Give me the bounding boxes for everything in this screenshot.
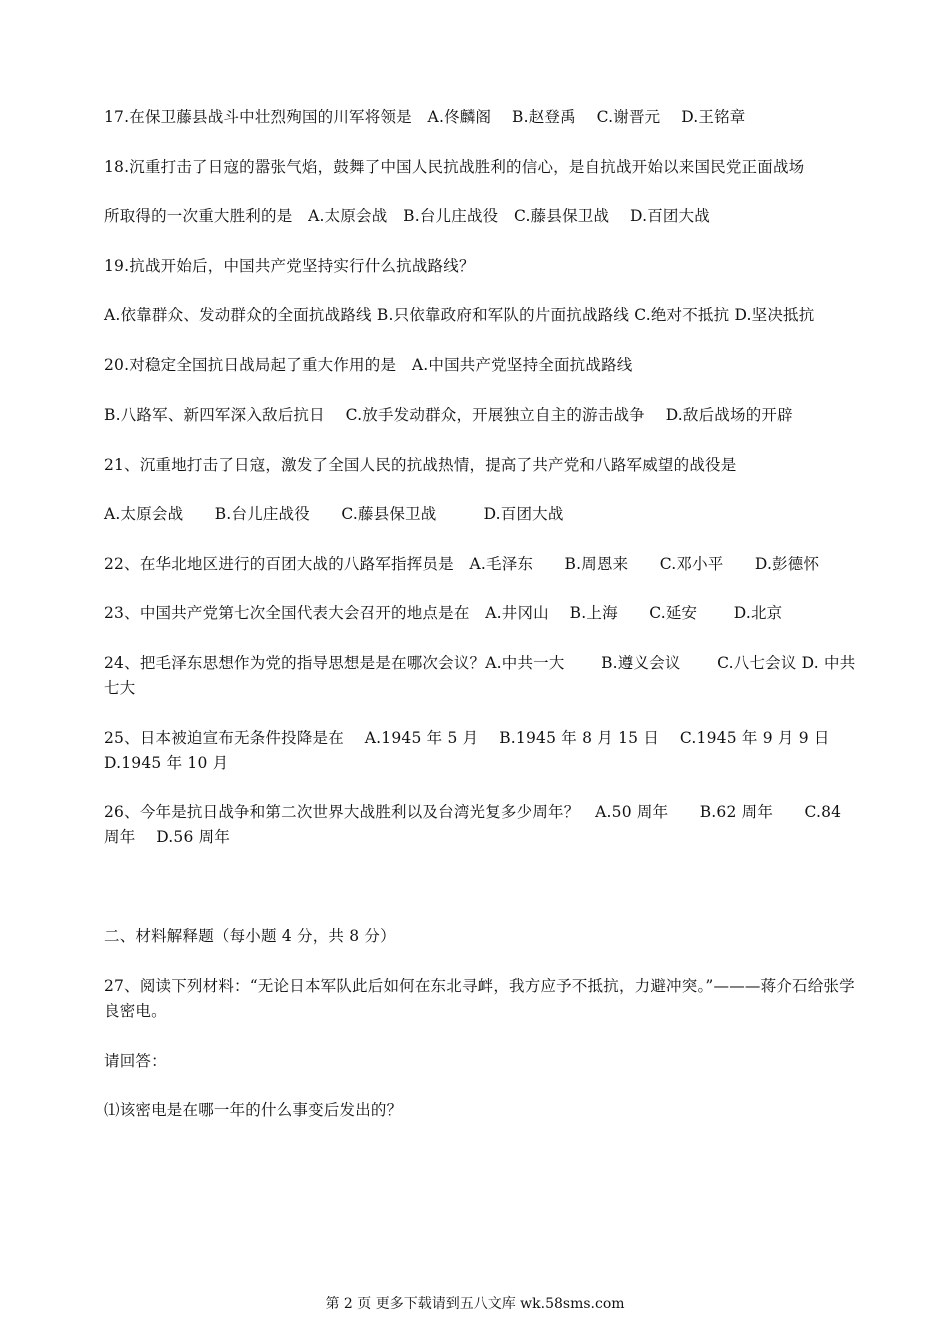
question-20-options: B.八路军、新四军深入敌后抗日 C.放手发动群众，开展独立自主的游击战争 D.敌后战场的开辟	[104, 406, 793, 424]
question-19: 19.抗战开始后，中国共产党坚持实行什么抗战路线？	[104, 257, 475, 275]
question-25: 25、日本被迫宣布无条件投降是在 A.1945 年 5 月 B.1945 年 8 月 15 日 C.1945 年 9 月 9 日 D.1945 年 10 月	[104, 729, 830, 772]
page-footer: 第 2 页 更多下载请到五八文库 wk.58sms.com	[325, 1296, 625, 1312]
question-18: 18.沉重打击了日寇的嚣张气焰，鼓舞了中国人民抗战胜利的信心，是自抗战开始以来国民党正面战场	[104, 158, 805, 176]
question-18-options: 所取得的一次重大胜利的是 A.太原会战 B.台儿庄战役 C.藤县保卫战 D.百团大战	[104, 207, 711, 225]
question-17: 17.在保卫藤县战斗中壮烈殉国的川军将领是 A.佟麟阁 B.赵登禹 C.谢晋元 D.王铭章	[104, 108, 746, 126]
question-21-options: A.太原会战 B.台儿庄战役 C.藤县保卫战 D.百团大战	[104, 505, 564, 523]
question-23: 23、中国共产党第七次全国代表大会召开的地点是在 A.井冈山 B.上海 C.延安 D.北京	[104, 604, 783, 622]
section-heading: 二、材料解释题（每小题 4 分，共 8 分）	[104, 927, 396, 945]
question-22: 22、在华北地区进行的百团大战的八路军指挥员是 A.毛泽东 B.周恩来 C.邓小平 D.彭德怀	[104, 555, 820, 573]
question-20: 20.对稳定全国抗日战局起了重大作用的是 A.中国共产党坚持全面抗战路线	[104, 356, 633, 374]
question-21: 21、沉重地打击了日寇，激发了全国人民的抗战热情，提高了共产党和八路军威望的战役是	[104, 456, 737, 474]
question-24: 24、把毛泽东思想作为党的指导思想是是在哪次会议？A.中共一大 B.遵义会议 C.八七会议 D. 中共七大	[104, 654, 856, 697]
answer-prompt: 请回答：	[104, 1052, 167, 1070]
question-19-options: A.依靠群众、发动群众的全面抗战路线 B.只依靠政府和军队的片面抗战路线 C.绝对不抵抗 D.坚决抵抗	[104, 306, 815, 324]
question-27: 27、阅读下列材料：“无论日本军队此后如何在东北寻衅，我方应予不抵抗，力避冲突。”———蒋介石给张学良密电。	[104, 977, 855, 1020]
question-26: 26、今年是抗日战争和第二次世界大战胜利以及台湾光复多少周年？ A.50 周年 B.62 周年 C.84 周年 D.56 周年	[104, 803, 842, 846]
sub-question-1: ⑴该密电是在哪一年的什么事变后发出的？	[104, 1101, 403, 1119]
